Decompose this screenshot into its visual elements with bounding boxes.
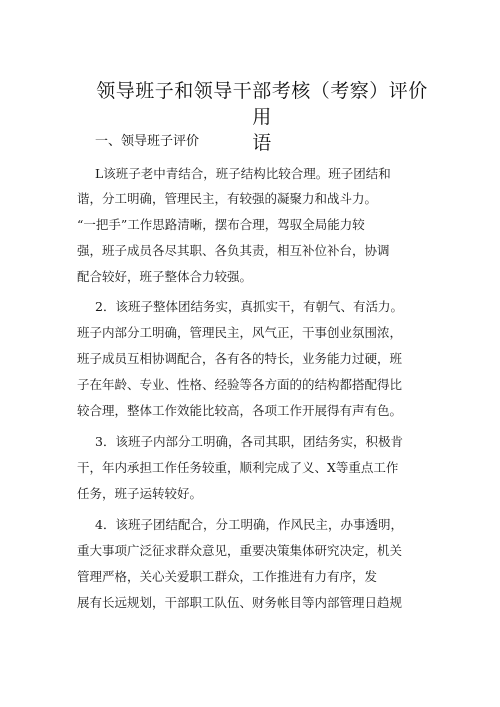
- title-line-2: 语: [252, 132, 272, 154]
- paragraph-line: 任务，班子运转较好。: [77, 486, 203, 501]
- title-line-1: 领导班子和领导干部考核（考察）评价用: [96, 80, 428, 128]
- paragraph-line: 配合较好，班子整体合力较强。: [77, 269, 253, 284]
- paragraph-line: 2．该班子整体团结务实，真抓实干，有朝气、有活力。: [95, 299, 403, 314]
- paragraph-line: 强，班子成员各尽其职、各负其责，相互补位补台，协调: [77, 243, 390, 258]
- paragraph-line: 子在年龄、专业、性格、经验等各方面的的结构都搭配得比: [77, 377, 403, 392]
- paragraph-line: 4．该班子团结配合，分工明确，作风民主，办事透明，: [95, 517, 403, 532]
- paragraph-line: 较合理，整体工作效能比较高，各项工作开展得有声有色。: [77, 403, 403, 418]
- paragraph-line: L该班子老中青结合，班子结构比较合理。班子团结和: [95, 166, 391, 181]
- paragraph-line: 管理严格，关心关爱职工群众，工作推进有力有序，发: [77, 569, 378, 584]
- paragraph-line: 展有长远规划，干部职工队伍、财务帐目等内部管理日趋规: [77, 595, 403, 610]
- paragraph-line: 3．该班子内部分工明确，各司其职，团结务实，积极肯: [95, 434, 403, 449]
- paragraph-line: 干，年内承担工作任务较重，顺利完成了义、X等重点工作: [77, 460, 399, 475]
- paragraph-line: “一把手”工作思路清晰，摆布合理，驾驭全局能力较: [77, 217, 365, 232]
- paragraph-line: 班子成员互相协调配合，各有各的特长，业务能力过硬，班: [77, 351, 403, 366]
- paragraph-line: 重大事项广泛征求群众意见，重要决策集体研究决定，机关: [77, 543, 403, 558]
- paragraph-line: 谐，分工明确，管理民主，有较强的凝聚力和战斗力。: [77, 191, 378, 206]
- paragraph-line: 班子内部分工明确，管理民主，风气正，干事创业氛围浓，: [77, 325, 403, 340]
- section-heading: 一、领导班子评价: [95, 134, 200, 149]
